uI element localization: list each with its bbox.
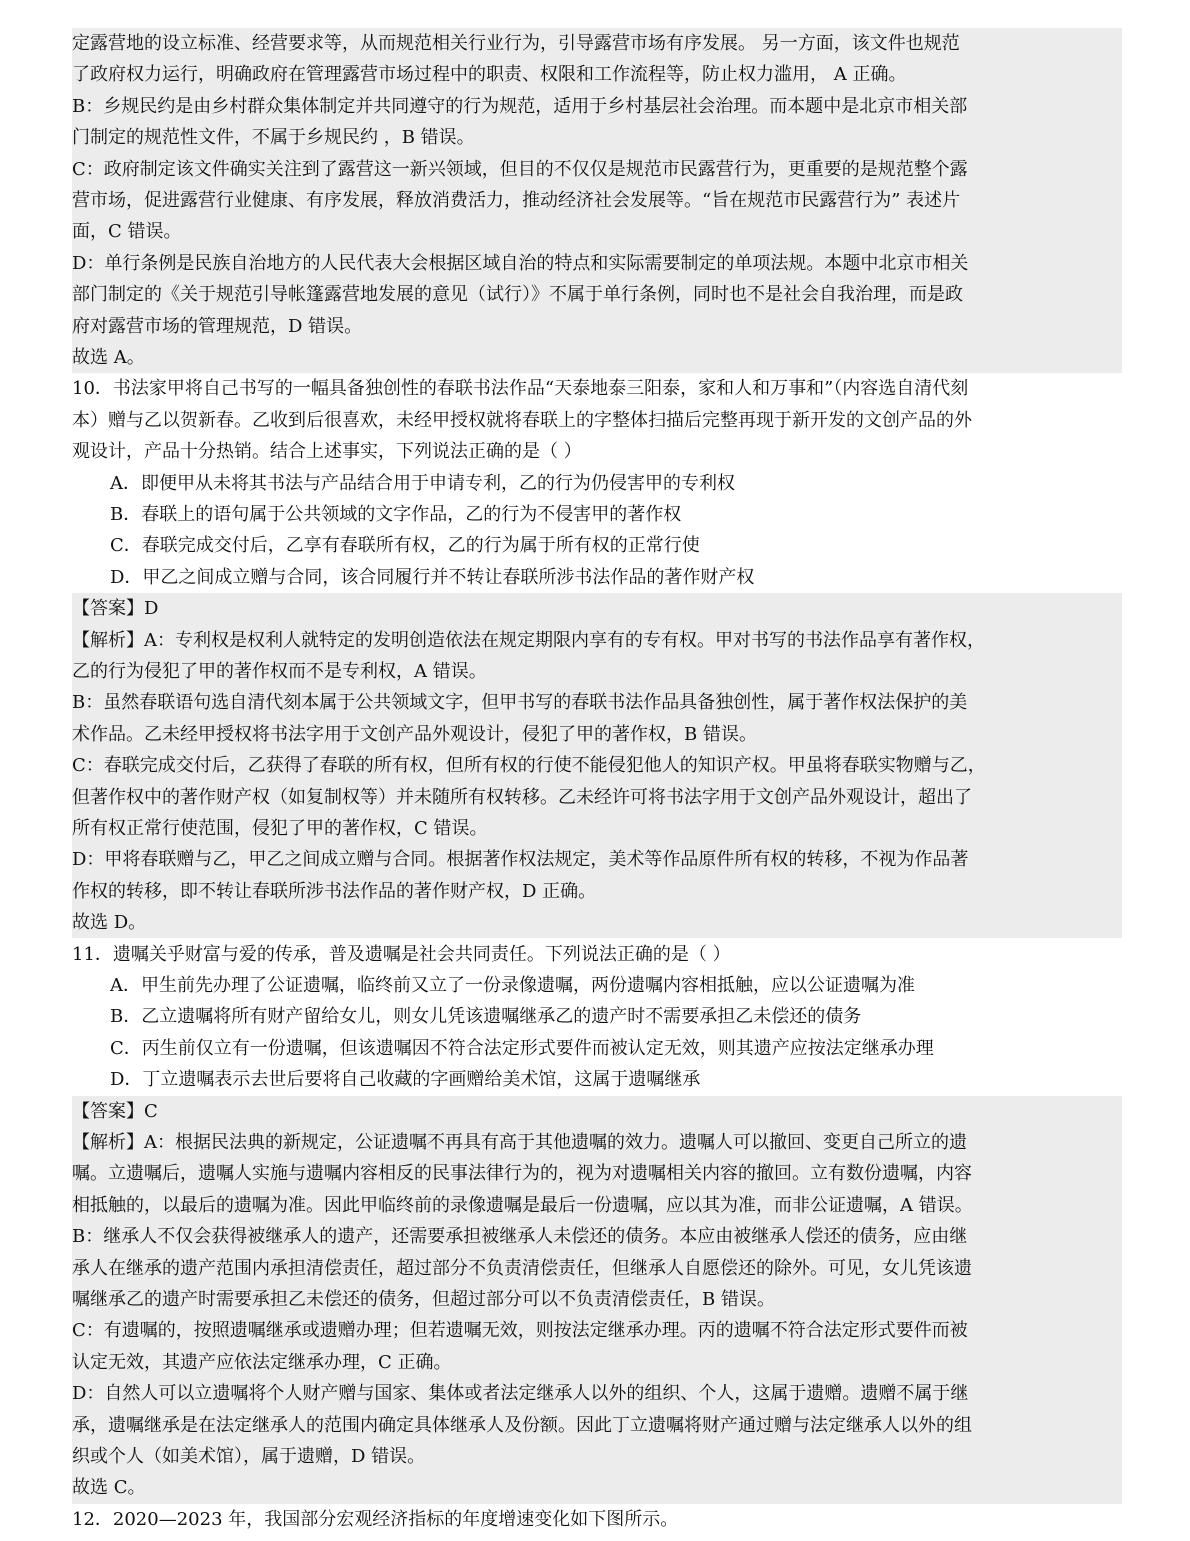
- explanation-line: 【解析】A：专利权是权利人就特定的发明创造依法在规定期限内享有的专有权。甲对书写的书法作品享有著作权，: [72, 629, 985, 651]
- q10-options: [72, 468, 1122, 594]
- q10-stem: [72, 373, 1122, 467]
- explanation-line: 但著作权中的著作财产权（如复制权等）并未随所有权转移。乙未经许可将书法字用于文创产品外观设计，超出了: [72, 786, 972, 808]
- q10-explanation: [72, 593, 1122, 938]
- q12-stem: [72, 1504, 1122, 1535]
- stem-line: 11．遗嘱关乎财富与爱的传承，普及遗嘱是社会共同责任。下列说法正确的是（ ）: [72, 943, 731, 965]
- explanation-line: 所有权正常行使范围，侵犯了甲的著作权，C 错误。: [72, 817, 488, 839]
- explanation-line: D：自然人可以立遗嘱将个人财产赠与国家、集体或者法定继承人以外的组织、个人，这属于遗赠。遗赠不属于继: [72, 1383, 969, 1405]
- explanation-line: 营市场，促进露营行业健康、有序发展，释放消费活力，推动经济社会发展等。“旨在规范市民露营行为” 表述片: [72, 189, 961, 211]
- explanation-line: C：有遗嘱的，按照遗嘱继承或遗赠办理；但若遗嘱无效，则按法定继承办理。丙的遗嘱不符合法定形式要件而被: [72, 1320, 968, 1342]
- explanation-line: 织或个人（如美术馆），属于遗赠，D 错误。: [72, 1445, 426, 1467]
- explanation-line: 府对露营市场的管理规范，D 错误。: [72, 315, 363, 337]
- option-line: A．甲生前先办理了公证遗嘱，临终前又立了一份录像遗嘱，两份遗嘱内容相抵触，应以公证遗嘱为准: [110, 975, 915, 996]
- explanation-line: D：甲将春联赠与乙，甲乙之间成立赠与合同。根据著作权法规定，美术等作品原件所有权的转移，不视为作品著: [72, 849, 969, 871]
- explanation-line: 乙的行为侵犯了甲的著作权而不是专利权，A 错误。: [72, 660, 487, 682]
- option-line: B．乙立遗嘱将所有财产留给女儿，则女儿凭该遗嘱继承乙的遗产时不需要承担乙未偿还的债务: [110, 1006, 862, 1028]
- q11-answer: 【答案】C: [72, 1100, 158, 1122]
- q9-explanation: [72, 28, 1122, 373]
- explanation-line: 【解析】A：根据民法典的新规定，公证遗嘱不再具有高于其他遗嘱的效力。遗嘱人可以撤回、变更自己所立的遗: [72, 1131, 967, 1153]
- explanation-line: 承人在继承的遗产范围内承担清偿责任，超过部分不负责清偿责任，但继承人自愿偿还的除外。可见，女儿凭该遗: [72, 1257, 972, 1279]
- option-line: C．丙生前仅立有一份遗嘱，但该遗嘱因不符合法定形式要件而被认定无效，则其遗产应按法定继承办理: [110, 1037, 934, 1059]
- explanation-line: 承，遗嘱继承是在法定继承人的范围内确定具体继承人及份额。因此丁立遗嘱将财产通过赠与法定继承人以外的组: [72, 1414, 972, 1436]
- option-line: A．即便甲从未将其书法与产品结合用于申请专利，乙的行为仍侵害甲的专利权: [110, 472, 735, 494]
- explanation-line: 门制定的规范性文件，不属于乡规民约 ，B 错误。: [72, 127, 475, 149]
- explanation-line: 认定无效，其遗产应依法定继承办理，C 正确。: [72, 1351, 452, 1373]
- q11-options: [72, 970, 1122, 1096]
- explanation-line: 故选 D。: [72, 912, 147, 934]
- explanation-line: C：春联完成交付后，乙获得了春联的所有权，但所有权的行使不能侵犯他人的知识产权。甲虽将春联实物赠与乙，: [72, 755, 986, 777]
- explanation-line: 故选 A。: [72, 346, 145, 368]
- explanation-line: 相抵触的，以最后的遗嘱为准。因此甲临终前的录像遗嘱是最后一份遗嘱，应以其为准，而非公证遗嘱，A 错误。: [72, 1194, 973, 1216]
- explanation-line: 术作品。乙未经甲授权将书法字用于文创产品外观设计，侵犯了甲的著作权，B 错误。: [72, 723, 757, 745]
- explanation-line: C：政府制定该文件确实关注到了露营这一新兴领域，但目的不仅仅是规范市民露营行为，更重要的是规范整个露: [72, 158, 968, 180]
- stem-line: 观设计，产品十分热销。结合上述事实，下列说法正确的是（ ）: [72, 441, 582, 463]
- explanation-line: 了政府权力运行，明确政府在管理露营市场过程中的职责、权限和工作流程等，防止权力滥用， A 正确。: [72, 64, 907, 86]
- option-line: B．春联上的语句属于公共领域的文字作品，乙的行为不侵害甲的著作权: [110, 503, 682, 525]
- explanation-line: B：虽然春联语句选自清代刻本属于公共领域文字，但甲书写的春联书法作品具备独创性，属于著作权法保护的美: [72, 692, 968, 714]
- option-line: D．甲乙之间成立赠与合同，该合同履行并不转让春联所涉书法作品的著作财产权: [110, 566, 755, 588]
- option-line: D．丁立遗嘱表示去世后要将自己收藏的字画赠给美术馆，这属于遗嘱继承: [110, 1069, 701, 1091]
- q10-answer: 【答案】D: [72, 598, 159, 620]
- stem-line: 本）赠与乙以贺新春。乙收到后很喜欢，未经甲授权就将春联上的字整体扫描后完整再现于新开发的文创产品的外: [72, 409, 972, 431]
- stem-line: 10．书法家甲将自己书写的一幅具备独创性的春联书法作品“天泰地泰三阳泰，家和人和万事和”（内容选自清代刻: [72, 378, 969, 400]
- option-line: C．春联完成交付后，乙享有春联所有权，乙的行为属于所有权的正常行使: [110, 535, 700, 557]
- explanation-line: 故选 C。: [72, 1477, 146, 1499]
- stem-line: 12．2020—2023 年，我国部分宏观经济指标的年度增速变化如下图所示。: [72, 1508, 679, 1530]
- q11-stem: [72, 939, 1122, 970]
- explanation-line: B：乡规民约是由乡村群众集体制定并共同遵守的行为规范，适用于乡村基层社会治理。而本题中是北京市相关部: [72, 95, 968, 117]
- explanation-line: 面，C 错误。: [72, 221, 182, 243]
- explanation-line: 嘱。立遗嘱后，遗嘱人实施与遗嘱内容相反的民事法律行为的，视为对遗嘱相关内容的撤回。立有数份遗嘱，内容: [72, 1163, 972, 1185]
- explanation-line: 嘱继承乙的遗产时需要承担乙未偿还的债务，但超过部分可以不负责清偿责任，B 错误。: [72, 1288, 775, 1310]
- explanation-line: 部门制定的《关于规范引导帐篷露营地发展的意见（试行）》不属于单行条例，同时也不是社会自我治理，而是政: [72, 284, 963, 306]
- explanation-line: 作权的转移，即不转让春联所涉书法作品的著作财产权，D 正确。: [72, 880, 597, 902]
- explanation-line: D：单行条例是民族自治地方的人民代表大会根据区域自治的特点和实际需要制定的单项法规。本题中北京市相关: [72, 252, 969, 274]
- explanation-line: B：继承人不仅会获得被继承人的遗产，还需要承担被继承人未偿还的债务。本应由被继承人偿还的债务，应由继: [72, 1226, 968, 1248]
- q11-explanation: [72, 1096, 1122, 1504]
- explanation-line: 定露营地的设立标准、经营要求等，从而规范相关行业行为，引导露营市场有序发展。 另一方面，该文件也规范: [72, 33, 960, 54]
